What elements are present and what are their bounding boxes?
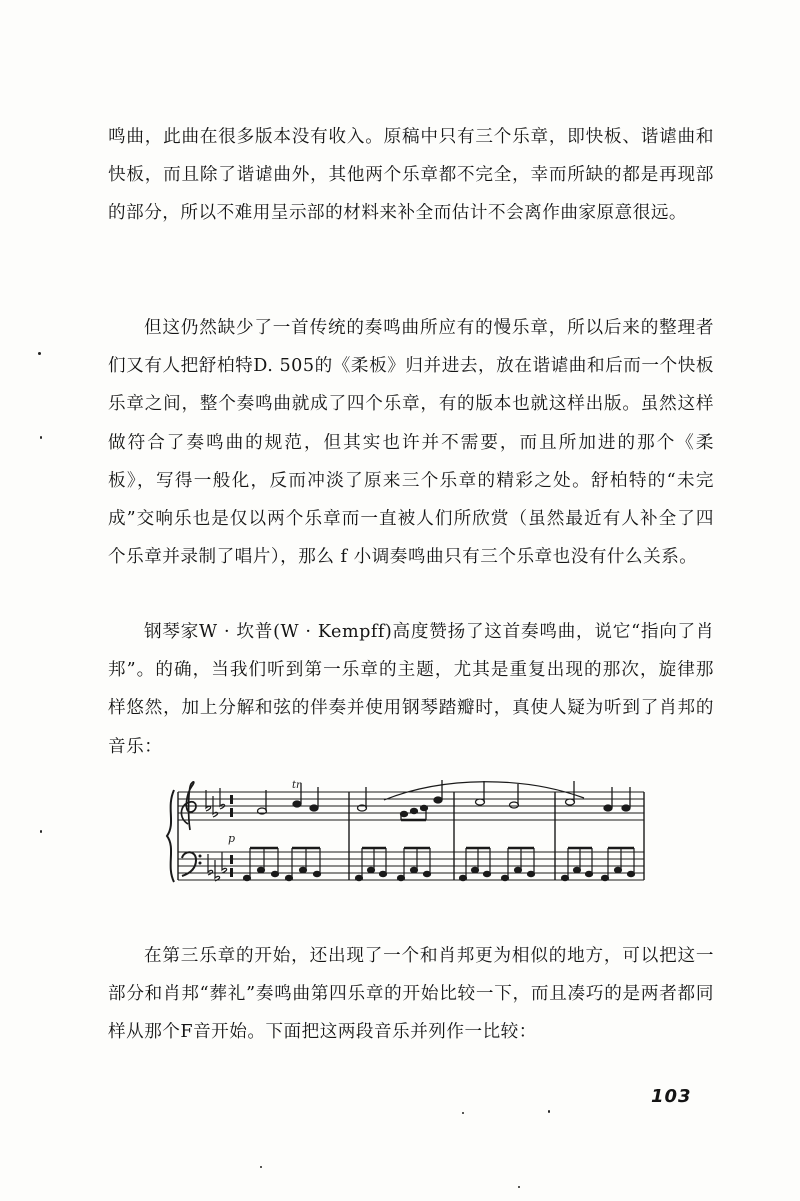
- grand-staff-lines: [178, 792, 644, 880]
- bass-clef-icon: [182, 852, 196, 876]
- paragraph-4: 在第三乐章的开始，还出现了一个和肖邦更为相似的地方，可以把这一部分和肖邦“葬礼”奏鸣曲第四乐章的开始比较一下，而且凑巧的是两者都同样从那个F音开始。下面把这两段音乐并列作一比较：: [108, 946, 714, 1043]
- scan-speck: [548, 1110, 550, 1113]
- key-signature-flats-icon: [206, 788, 227, 881]
- trill-marking: tr: [292, 780, 301, 791]
- paragraph-1: 鸣曲，此曲在很多版本没有收入。原稿中只有三个乐章，即快板、谐谑曲和快板，而且除了谐谑曲外，其他两个乐章都不完全，幸而所缺的都是再现部的部分，所以不难用呈示部的材料来补全而估计不会离作曲家原意很远。: [108, 127, 714, 224]
- brace-icon: [167, 790, 174, 882]
- scan-speck: [260, 1166, 262, 1168]
- scan-speck: [40, 436, 42, 439]
- paragraph-3: 钢琴家W · 坎普(W · Kempff)高度赞扬了这首奏鸣曲，说它“指向了肖邦”。的确，当我们听到第一乐章的主题，尤其是重复出现的那次，旋律那样悠然，加上分解和弦的伴奏并使用钢琴踏瓣时，真使人疑为听到了肖邦的音乐：: [108, 622, 714, 757]
- scan-speck: [38, 352, 41, 355]
- page-number: 103: [651, 1086, 692, 1107]
- scan-speck: [40, 830, 42, 833]
- paragraph-2: 但这仍然缺少了一首传统的奏鸣曲所应有的慢乐章，所以后来的整理者们又有人把舒柏特D. 505的《柔板》归并进去，放在谐谑曲和后而一个快板乐章之间，整个奏鸣曲就成了四个乐章，有的版本也就这样出版。虽然这样做符合了奏鸣曲的规范，但其实也许并不需要，而且所加进的那个《柔板》，写得一般化，反而冲淡了原来三个乐章的精彩之处。舒柏特的“未完成”交响乐也是仅以两个乐章而一直被人们所欣赏（虽然最近有人补全了四个乐章并录制了唱片），那么 f 小调奏鸣曲只有三个乐章也没有什么关系。: [108, 318, 714, 568]
- scan-speck: [462, 1112, 464, 1114]
- music-score-excerpt: [164, 778, 650, 890]
- accompaniment-figures: [244, 848, 635, 881]
- melody-notes: [258, 780, 631, 820]
- barlines: [178, 792, 644, 880]
- dynamic-marking: p: [228, 832, 236, 845]
- scan-speck: [518, 1186, 520, 1188]
